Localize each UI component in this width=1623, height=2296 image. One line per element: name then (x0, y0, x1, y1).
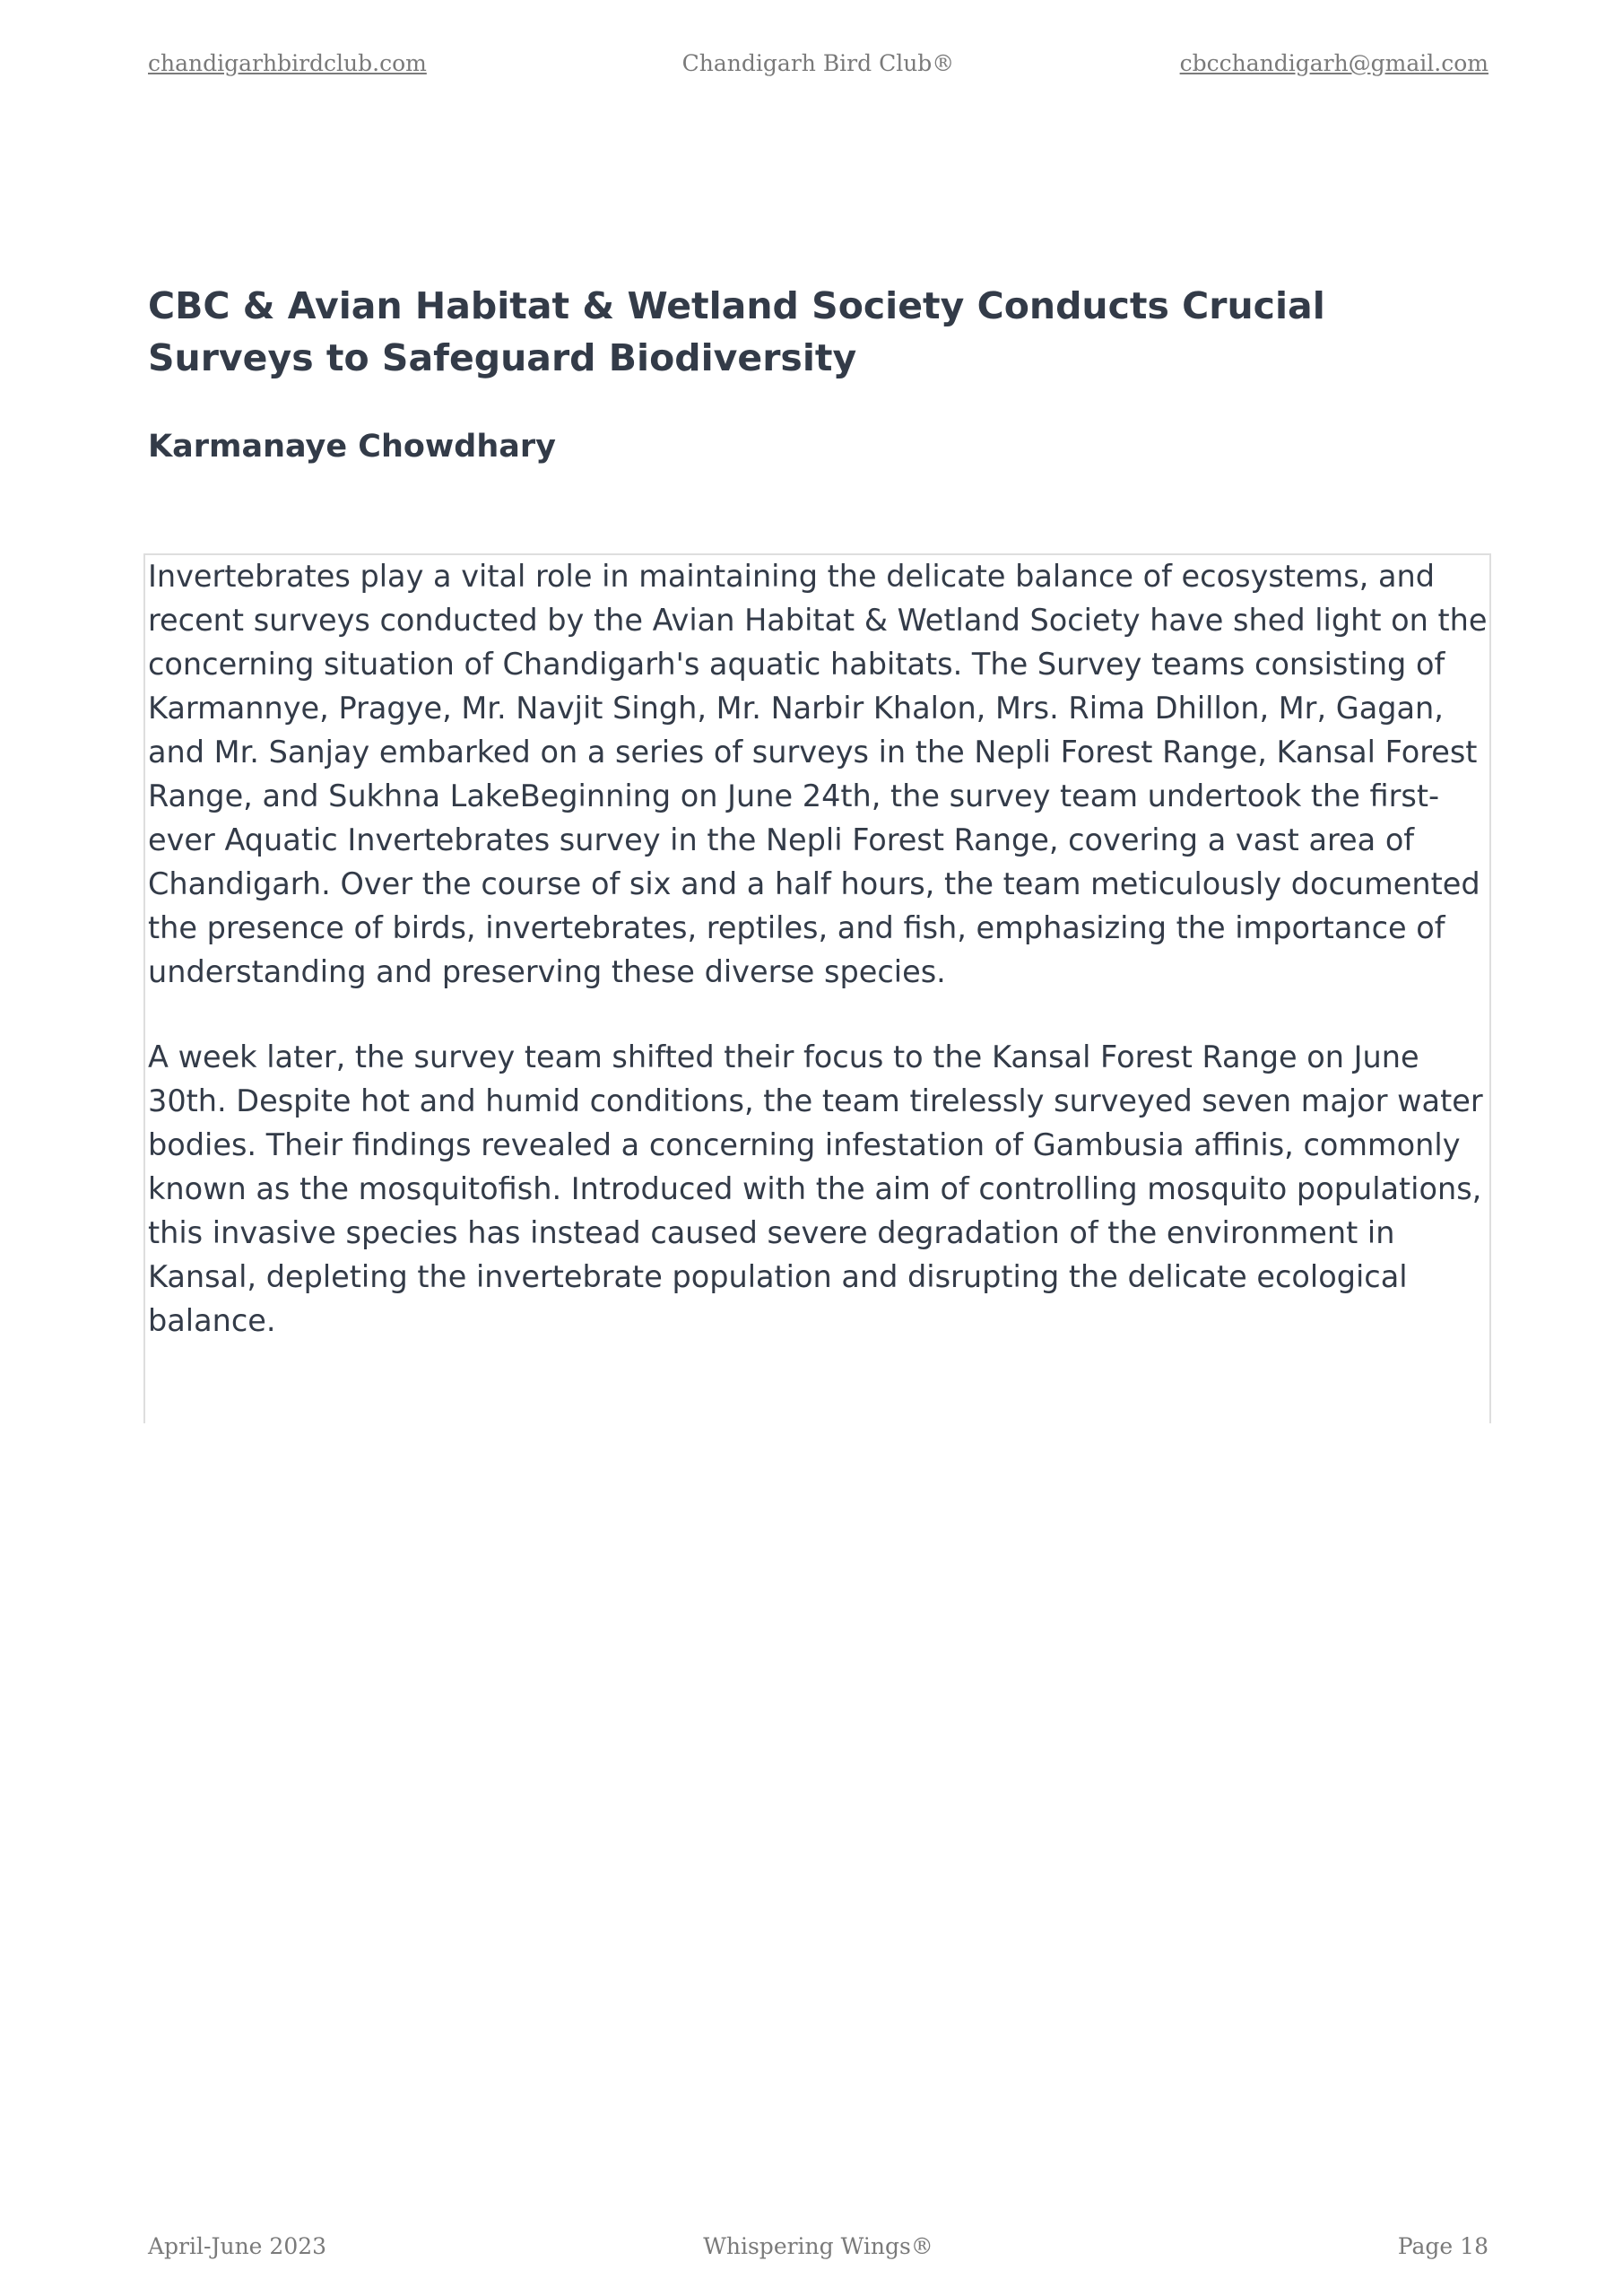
page-header (148, 50, 1488, 76)
page-number: Page 18 (1397, 2233, 1488, 2259)
article-title: CBC & Avian Habitat & Wetland Society Conducts Crucial Surveys to Safeguard Biodiversity (148, 284, 1325, 379)
paragraph: Invertebrates play a vital role in maintaining the delicate balance of ecosystems, and recent surveys conducted by the Avian Habitat & Wetland Society have shed light on the concerning situation of Chandigarh's aquatic habitats. The Survey teams consisting of Karmannye, Pragye, Mr. Navjit Singh, Mr. Narbir Khalon, Mrs. Rima Dhillon, Mr, Gagan, and Mr. Sanjay embarked on a series of surveys in the Nepli Forest Range, Kansal Forest Range, and Sukhna LakeBeginning on June 24th, the survey team undertook the first-ever Aquatic Invertebrates survey in the Nepli Forest Range, covering a vast area of Chandigarh. Over the course of six and a half hours, the team meticulously documented the presence of birds, invertebrates, reptiles, and fish, emphasizing the importance of understanding and preserving these diverse species. (148, 559, 1488, 989)
website-link[interactable]: chandigarhbirdclub.com (148, 50, 427, 76)
article-author: Karmanaye Chowdhary (148, 429, 556, 465)
article-body (148, 554, 1488, 1384)
paragraph: A week later, the survey team shifted their focus to the Kansal Forest Range on June 30th. Despite hot and humid conditions, the team tirelessly surveyed seven major water bodies. Their findings revealed a concerning infestation of Gambusia affinis, commonly known as the mosquitofish. Introduced with the aim of controlling mosquito populations, this invasive species has instead caused severe degradation of the environment in Kansal, depleting the invertebrate population and disrupting the delicate ecological balance. (148, 1039, 1483, 1338)
page-footer (148, 2233, 1488, 2259)
club-name: Chandigarh Bird Club® (681, 50, 955, 76)
issue-date: April-June 2023 (148, 2233, 327, 2259)
publication-name: Whispering Wings® (703, 2233, 933, 2259)
email-link[interactable]: cbcchandigarh@gmail.com (1179, 50, 1488, 76)
